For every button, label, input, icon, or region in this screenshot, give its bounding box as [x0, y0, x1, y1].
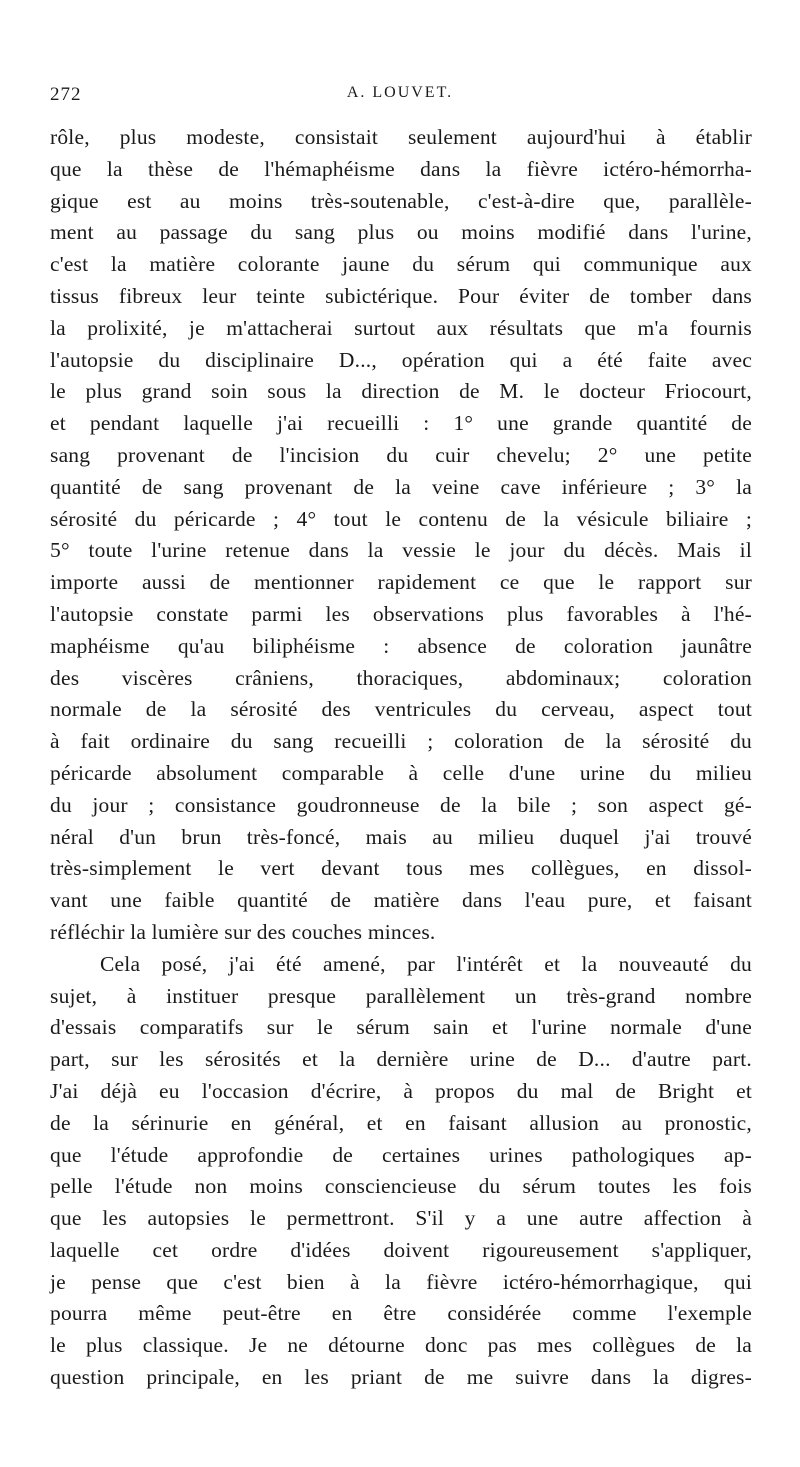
text-line: maphéisme qu'au biliphéisme : absence de coloration jaunâtre — [50, 633, 752, 658]
text-line: l'autopsie du disciplinaire D..., opération qui a été faite avec — [50, 347, 752, 372]
text-line: question principale, en les priant de me suivre dans la digres- — [50, 1365, 752, 1390]
text-line: d'essais comparatifs sur le sérum sain et l'urine normale d'une — [50, 1015, 752, 1040]
text-line: que la thèse de l'hémaphéisme dans la fièvre ictéro-hémorrha- — [50, 156, 752, 181]
text-line: tissus fibreux leur teinte subictérique. Pour éviter de tomber dans — [50, 283, 752, 308]
text-line: sang provenant de l'incision du cuir chevelu; 2° une petite — [50, 442, 752, 467]
text-line: c'est la matière colorante jaune du sérum qui communique aux — [50, 252, 752, 277]
page-number: 272 — [50, 84, 82, 105]
text-line: normale de la sérosité des ventricules du cerveau, aspect tout — [50, 697, 752, 722]
text-line: sujet, à instituer presque parallèlement un très-grand nombre — [50, 983, 752, 1008]
paragraph-start-line: Cela posé, j'ai été amené, par l'intérêt et la nouveauté du — [100, 951, 752, 976]
text-line: à fait ordinaire du sang recueilli ; coloration de la sérosité du — [50, 729, 752, 754]
running-head: A. LOUVET. — [346, 84, 454, 101]
text-line: des viscères crâniens, thoraciques, abdominaux; coloration — [50, 665, 752, 690]
text-line: ment au passage du sang plus ou moins modifié dans l'urine, — [50, 220, 752, 245]
text-line: laquelle cet ordre d'idées doivent rigoureusement s'appliquer, — [50, 1237, 752, 1262]
text-line: part, sur les sérosités et la dernière urine de D... d'autre part. — [50, 1047, 752, 1072]
text-line: néral d'un brun très-foncé, mais au milieu duquel j'ai trouvé — [50, 824, 752, 849]
paragraph-end-line: réfléchir la lumière sur des couches minces. — [50, 919, 436, 944]
text-line: J'ai déjà eu l'occasion d'écrire, à propos du mal de Bright et — [50, 1078, 752, 1103]
body-text — [50, 122, 752, 1394]
text-line: quantité de sang provenant de la veine cave inférieure ; 3° la — [50, 474, 752, 499]
text-line: l'autopsie constate parmi les observations plus favorables à l'hé- — [50, 601, 752, 626]
text-line: de la sérinurie en général, et en faisant allusion au pronostic, — [50, 1110, 752, 1135]
text-line: vant une faible quantité de matière dans l'eau pure, et faisant — [50, 888, 752, 913]
text-line: la prolixité, je m'attacherai surtout aux résultats que m'a fournis — [50, 315, 752, 340]
text-line: très-simplement le vert devant tous mes collègues, en dissol- — [50, 856, 752, 881]
text-line: gique est au moins très-soutenable, c'est-à-dire que, parallèle- — [50, 188, 752, 213]
text-line: importe aussi de mentionner rapidement ce que le rapport sur — [50, 570, 752, 595]
text-line: et pendant laquelle j'ai recueilli : 1° une grande quantité de — [50, 411, 752, 436]
page-header — [50, 84, 750, 114]
text-line: sérosité du péricarde ; 4° tout le contenu de la vésicule biliaire ; — [50, 506, 752, 531]
text-line: du jour ; consistance goudronneuse de la bile ; son aspect gé- — [50, 792, 752, 817]
text-line: le plus grand soin sous la direction de M. le docteur Friocourt, — [50, 379, 752, 404]
text-line: 5° toute l'urine retenue dans la vessie le jour du décès. Mais il — [50, 538, 752, 563]
text-line: que les autopsies le permettront. S'il y a une autre affection à — [50, 1206, 752, 1231]
text-line: rôle, plus modeste, consistait seulement aujourd'hui à établir — [50, 125, 752, 149]
text-line: pelle l'étude non moins consciencieuse du sérum toutes les fois — [50, 1174, 752, 1199]
text-line: je pense que c'est bien à la fièvre ictéro-hémorrhagique, qui — [50, 1269, 752, 1294]
text-line: que l'étude approfondie de certaines urines pathologiques ap- — [50, 1142, 752, 1167]
text-line: péricarde absolument comparable à celle d'une urine du milieu — [50, 760, 752, 785]
text-line: pourra même peut-être en être considérée comme l'exemple — [50, 1301, 752, 1326]
text-line: le plus classique. Je ne détourne donc pas mes collègues de la — [50, 1333, 752, 1358]
